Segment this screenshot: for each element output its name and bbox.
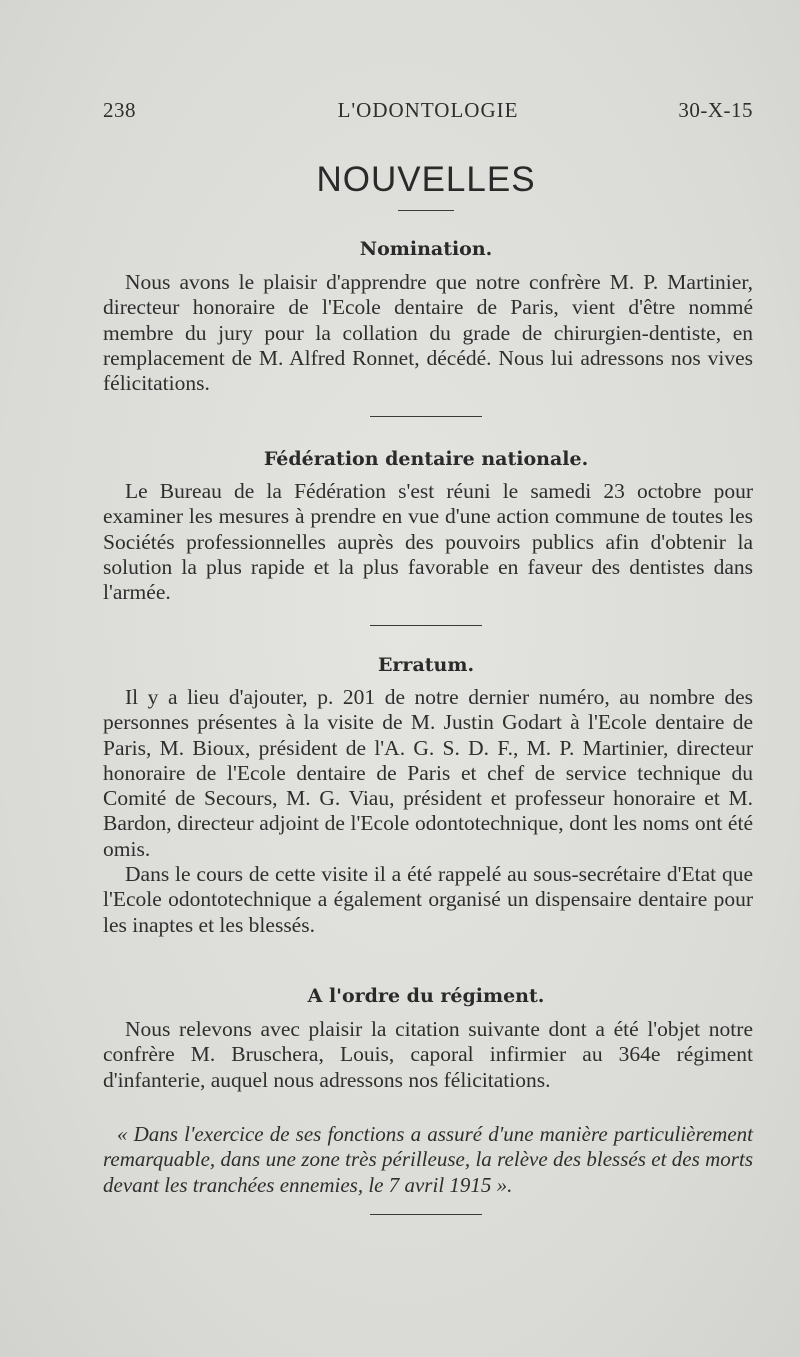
article-paragraph: Dans le cours de cette visite il a été rappelé au sous-secrétaire d'Etat que l'Ecole odontotechnique a également organisé un dispensaire dentaire pour les inaptes et les blessés. bbox=[103, 862, 753, 937]
article-heading-regiment: A l'ordre du régiment. bbox=[307, 985, 545, 1007]
issue-date: 30-X-15 bbox=[678, 98, 753, 122]
article-paragraph: Il y a lieu d'ajouter, p. 201 de notre dernier numéro, au nombre des personnes présentes à la visite de M. Justin Godart à l'Ecole dentaire de Paris, M. Bioux, président de l'A. G. S. D. F., M. P. Martinier, directeur honoraire de l'Ecole dentaire de Paris et chef de service technique du Comité de Secours, M. G. Viau, président et professeur honoraire et M. Bardon, directeur adjoint de l'Ecole odontotechnique, dont les noms ont été omis. bbox=[103, 685, 753, 861]
article-paragraph: Nous avons le plaisir d'apprendre que notre confrère M. P. Martinier, directeur honoraire de l'Ecole dentaire de Paris, vient d'être nommé membre du jury pour la collation du grade de chirurgien-dentiste, en remplacement de M. Alfred Ronnet, décédé. Nous lui adressons nos vives félicitations. bbox=[103, 270, 753, 396]
page-number: 238 bbox=[103, 98, 136, 122]
journal-title: L'ODONTOLOGIE bbox=[337, 98, 519, 122]
section-title: NOUVELLES bbox=[316, 160, 536, 199]
divider bbox=[370, 416, 482, 417]
article-heading-nomination: Nomination. bbox=[359, 238, 493, 260]
divider bbox=[370, 625, 482, 626]
article-heading-federation: Fédération dentaire nationale. bbox=[263, 448, 589, 470]
divider bbox=[370, 1214, 482, 1215]
divider bbox=[398, 210, 454, 211]
running-header bbox=[103, 98, 753, 128]
article-paragraph: Le Bureau de la Fédération s'est réuni le samedi 23 octobre pour examiner les mesures à prendre en vue d'une action commune de toutes les Sociétés professionnelles auprès des pouvoirs publics afin d'obtenir la solution la plus rapide et la plus favorable en faveur des dentistes dans l'armée. bbox=[103, 479, 753, 605]
article-paragraph: Nous relevons avec plaisir la citation suivante dont a été l'objet notre confrère M. Bruschera, Louis, caporal infirmier au 364e régiment d'infanterie, auquel nous adressons nos félicitations. bbox=[103, 1017, 753, 1092]
citation-quote: « Dans l'exercice de ses fonctions a assuré d'une manière particulièrement remarquable, dans une zone très périlleuse, la relève des blessés et des morts devant les tranchées ennemies, le 7 avril 1915 ». bbox=[103, 1122, 753, 1197]
article-heading-erratum: Erratum. bbox=[377, 654, 475, 676]
